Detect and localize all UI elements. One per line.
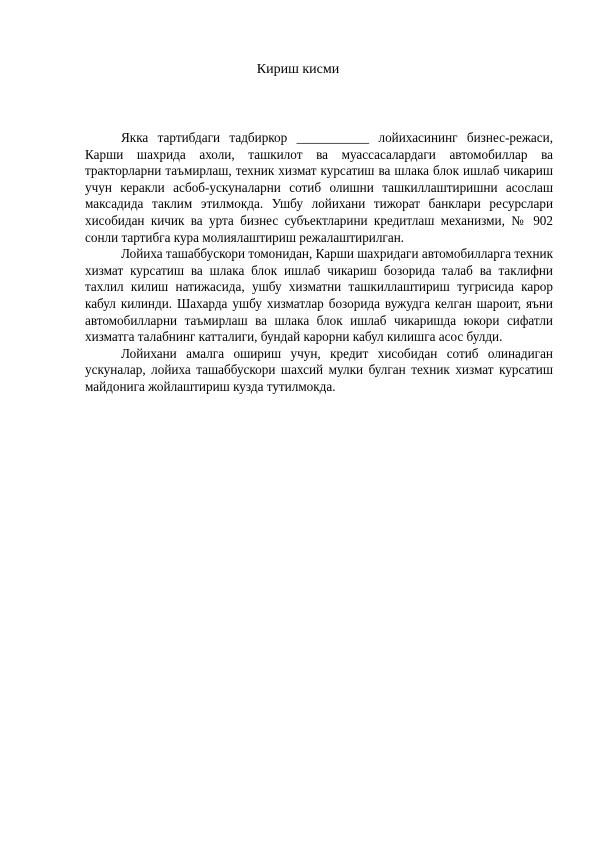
paragraph-intro: Якка тартибдаги тадбиркор ___________ лойихасининг бизнес-режаси, Карши шахрида ахоли, ташкилот ва муассасалардаги автомобиллар ва тракторларни таъмирлаш, техник хизмат курсатиш ва шлака блок ишлаб чикариш учун керакли асбоб-ускуналарни сотиб олишни ташкиллаштиришни асослаш максадида таклим этилмокда. Ушбу лойихани тижорат банклари ресурслари хисобидан кичик ва урта бизнес субъектларини кредитлаш механизми, № 902 сонли тартибга кура молиялаштириш режалаштирилган.: [85, 130, 553, 245]
paragraph-implementation: Лойихани амалга ошириш учун, кредит хисобидан сотиб олинадиган ускуналар, лойиха ташаббускори шахсий мулки булган техник хизмат курсатиш майдонига жойлаштириш кузда тутилмокда.: [85, 345, 553, 394]
body-text: [85, 130, 553, 396]
paragraph-decision: Лойиха ташаббускори томонидан, Карши шахридаги автомобилларга техник хизмат курсатиш ва шлака блок ишлаб чикариш бозорида талаб ва таклифни тахлил килиш натижасида, ушбу хизматни ташкиллаштириш тугрисида карор кабул килинди. Шахарда ушбу хизматлар бозорида вужудга келган шароит, яъни автомобилларни таъмирлаш ва шлака блок ишлаб чикаришда юкори сифатли хизматга талабнинг катталиги, бундай карорни кабул килишга асос булди.: [85, 246, 553, 345]
page-title: Кириш кисми: [256, 62, 340, 77]
